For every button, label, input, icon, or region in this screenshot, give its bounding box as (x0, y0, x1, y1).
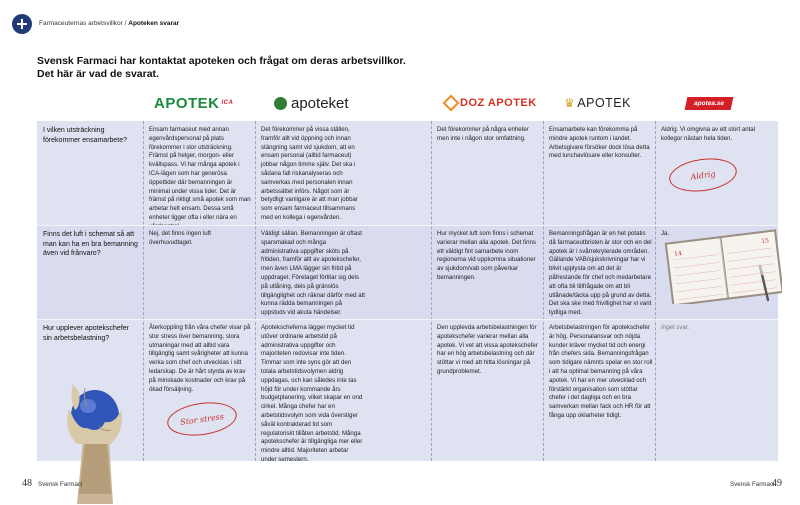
folio-right: Svensk Farmaci (730, 481, 775, 488)
crown-icon: ♛ (564, 96, 576, 110)
answer-cell: Väldigt sällan. Bemanningen är oftast sparsmakad och många administrativa uppgifter sköts på fritiden, framför allt av apotekschefer, men även LMA lägger sin fritid på uppdraget. Företaget förlitar sig dels på utlåning, dels på gränslös tillgänglighet och räknar därför med att kunna rädda bemanningen på uppstuds vid akuta händelser. (261, 230, 365, 317)
pharmacy-logos (146, 88, 778, 118)
page-number-right: 49 (772, 478, 782, 489)
answer-cell: Ensamarbete kan förekomma på mindre apotek runtom i landet. Arbetsgivare försöker dock lösa detta med lunchavlösare eller konsulter. (549, 126, 650, 160)
apotek-ica-logo: APOTEK ICA (154, 94, 234, 112)
question-cell: Hur upplever apotekschefer sin arbetsbelastning? (43, 325, 129, 342)
doz-cross-icon (443, 95, 460, 112)
question-cell: I vilken utsträckning förekommer ensamarbete? (43, 127, 128, 144)
answer-cell: Den upplevda arbetsbelastningen för apotekschefer varierar mellan alla apotek. Vi vet att vissa apotekschefer har en hög arbetsbelastning och där stöttar vi med att hitta lösningar på grundproblemet. (437, 324, 538, 375)
doz-apotek-logo: DOZ APOTEK (445, 88, 537, 118)
breadcrumb-separator: / (124, 20, 127, 27)
stress-annotation: Stor stress (165, 398, 239, 439)
diary-illustration (664, 228, 782, 304)
answer-cell: Nej, det finns ingen luft överhuvudtaget. (149, 230, 211, 246)
column-divider (431, 121, 432, 461)
column-divider (543, 121, 544, 461)
diary-day-right: 15 (760, 237, 770, 246)
answer-cell: Ja. (661, 230, 670, 237)
answer-cell: Inget svar. (661, 324, 690, 331)
apotea-logo: apotea.se (686, 88, 732, 118)
answer-cell: Hur mycket luft som finns i schemat varierar mellan alla apotek. Det finns ett väldigt fint samarbete inom regionerna vid uppkomna situationer av sjukdom/vab som påverkar bemanningen. (437, 230, 536, 281)
breadcrumb-current: Apoteken svarar (128, 20, 180, 27)
answer-cell: Återkoppling från våra chefer visar på stor stress över bemanning, stora utmaningar med att alltid vara tillgänglig samt svårigheter att kunna verka som chef och utvecklas i sitt ledarskap. De är hårt styrda av krav på minskade kostnader och krav på ökad försäljning. (149, 324, 251, 393)
kronans-apotek-logo: ♛ APOTEK (564, 96, 631, 110)
answer-cell: Det förekommer på vissa ställen, framför allt vid öppning och innan stängning samt vid sjukdom, att en ensam personal (alltid farmaceut) jobbar någon timme själv. Det ska i sådana fall riskanalyseras och samverkas med personalen innan arbetssättet införs. Något som är betydligt vanligare är att man jobbar som ensam farmaceut tillsammans med en kollega i egenvården. (261, 126, 358, 221)
apoteket-icon (274, 97, 287, 110)
answer-cell: Det förekommer på några enheter men inte i någon stor omfattning. (437, 126, 529, 142)
answer-cell: Arbetsbelastningen för apotekschefer är hög. Personalansvar och nöjda kunder kräver mycket tid och energi från chefers sida. Bemanningsfrågan som tidigare nämnts spelar en stor roll i att ha optimal bemanning på våra apotek. Vi har en mer utvecklad och förstärkt organisation som stöttar chefer i det dagliga och en bra samverkan mellan fack och HR för att fånga upp oklarheter tidigt. (549, 324, 653, 419)
row-divider (37, 225, 778, 226)
column-divider (655, 121, 656, 461)
column-divider (255, 121, 256, 461)
aldrig-annotation: Aldrig (667, 154, 739, 195)
page-number-left: 48 (22, 478, 32, 489)
add-icon[interactable] (12, 14, 32, 34)
folio-left: Svensk Farmaci (38, 481, 83, 488)
question-cell: Finns det luft i schemat så att man kan ha en bra bemanning även vid frånvaro? (43, 231, 138, 257)
apoteket-logo: apoteket (274, 88, 349, 118)
answer-cell: Bemanningsfrågan är en het potatis då farmaceutbristen är stor och en del apotek är i svårrekryterade områden. Gällande VAB/sjukskrivningar har vi blivit upplysta om att det är påfrestande för chef och medarbetare att ofta bli tillfrågade om att bli utlånade/täcka upp på grund av detta. Det ska ske med frivillighet har vi varit tydliga med. (549, 230, 652, 317)
breadcrumb (39, 20, 179, 27)
diary-day-left: 14 (673, 249, 683, 258)
answer-cell: Ensam farmaceut med annan egenvårdspersonal på plats förekommer i stor utsträckning. Främst på helger, morgon- eller kvällspass. Vi har många apotek i ICA-lägen som har generösa öppettider där bemanningen är minimal under vissa tider. Det är främst på riktigt små apotek som man arbetar helt ensam. Dessa små enheter ligger ofta i eller nära en (149, 126, 251, 221)
column-divider (143, 121, 144, 461)
answer-cell: Aldrig. Vi omgivna av ett stort antal kollegor nästan hela tiden. (661, 126, 756, 142)
page-headline (37, 55, 406, 81)
headline-line-1: Svensk Farmaci har kontaktat apoteken och frågat om deras arbetsvillkor. (37, 55, 406, 67)
row-divider (37, 319, 778, 320)
headline-line-2: Det här är vad de svarat. (37, 68, 159, 80)
breadcrumb-section[interactable]: Farmaceuternas arbetsvillkor (39, 20, 123, 27)
hand-stress-ball-illustration (55, 344, 135, 504)
answer-cell: Apotekscheferna lägger mycket tid utöver ordinarie arbetstid på administrativa uppgifter och majoriteten redovisar inte tiden. Timmar som inte syns gör att den totala arbetstidsvolymen aldrig uppdagas, och kan således inte tas höjd för under kommande års budgetplanering, vilket skapar en ond cirkel. Många chefer har en arbetstidsvolym som vida överstiger såväl kontrakterad tid som regulatoriskt tillåten arbetstid. Många apotekschefer är tillgängliga mer eller mindre alltid. Majoriteten arbetar under semestern. (261, 324, 363, 463)
table-row (37, 319, 778, 461)
table-row (37, 121, 778, 225)
